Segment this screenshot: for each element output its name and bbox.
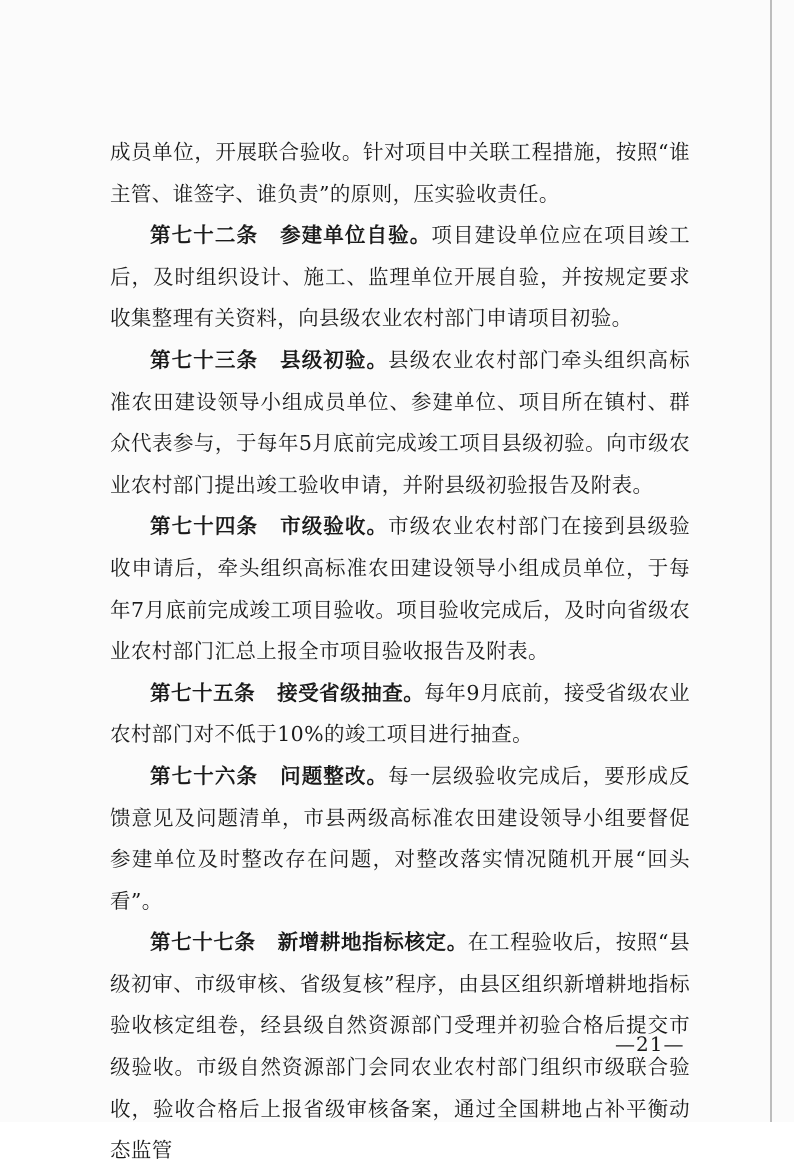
article-72 [110, 215, 690, 340]
page-edge-line [770, 0, 772, 1122]
article-text: 市级农业农村部门在接到县级验收申请后，牵头组织高标准农田建设领导小组成员单位，于每年7月底前完成竣工项目验收。项目验收完成后，及时向省级农业农村部门汇总上报全市项目验收报告及附表。 [110, 514, 691, 664]
article-number: 第七十二条 [150, 223, 259, 248]
article-77 [110, 922, 690, 1172]
article-number: 第七十五条 [150, 680, 256, 705]
article-title: 参建单位自验。 [280, 223, 432, 248]
article-73 [110, 340, 690, 506]
article-text: 每年9月底前，接受省级农业农村部门对不低于10%的竣工项目进行抽查。 [110, 680, 691, 747]
article-title: 新增耕地指标核定。 [277, 930, 468, 955]
paragraph-continuation [110, 132, 690, 215]
article-number: 第七十六条 [150, 763, 259, 788]
article-76 [110, 756, 690, 922]
article-text: 项目建设单位应在项目竣工后，及时组织设计、施工、监理单位开展自验，并按规定要求收集整理有关资料，向县级农业农村部门申请项目初验。 [110, 223, 690, 331]
page-number: —21— [615, 1032, 685, 1056]
article-number: 第七十七条 [150, 930, 256, 955]
article-title: 接受省级抽查。 [277, 680, 425, 705]
article-number: 第七十三条 [150, 347, 259, 372]
document-body [110, 132, 690, 1172]
article-text: 在工程验收后，按照“县级初审、市级审核、省级复核”程序，由县区组织新增耕地指标验收核定组卷，经县级自然资源部门受理并初验合格后提交市级验收。市级自然资源部门会同农业农村部门组织市级联合验收，验收合格后上报省级审核备案，通过全国耕地占补平衡动态监管 [110, 930, 690, 1163]
article-number: 第七十四条 [150, 514, 259, 539]
article-title: 县级初验。 [280, 347, 389, 372]
article-75 [110, 673, 690, 756]
article-title: 问题整改。 [280, 763, 389, 788]
article-title: 市级验收。 [280, 514, 389, 539]
paragraph-text: 成员单位，开展联合验收。针对项目中关联工程措施，按照“谁主管、谁签字、谁负责”的原则，压实验收责任。 [110, 140, 690, 206]
article-74 [110, 506, 690, 672]
article-text: 每一层级验收完成后，要形成反馈意见及问题清单，市县两级高标准农田建设领导小组要督促参建单位及时整改存在问题，对整改落实情况随机开展“回头看”。 [110, 763, 691, 913]
article-text: 县级农业农村部门牵头组织高标准农田建设领导小组成员单位、参建单位、项目所在镇村、群众代表参与，于每年5月底前完成竣工项目县级初验。向市级农业农村部门提出竣工验收申请，并附县级初验报告及附表。 [110, 347, 691, 497]
